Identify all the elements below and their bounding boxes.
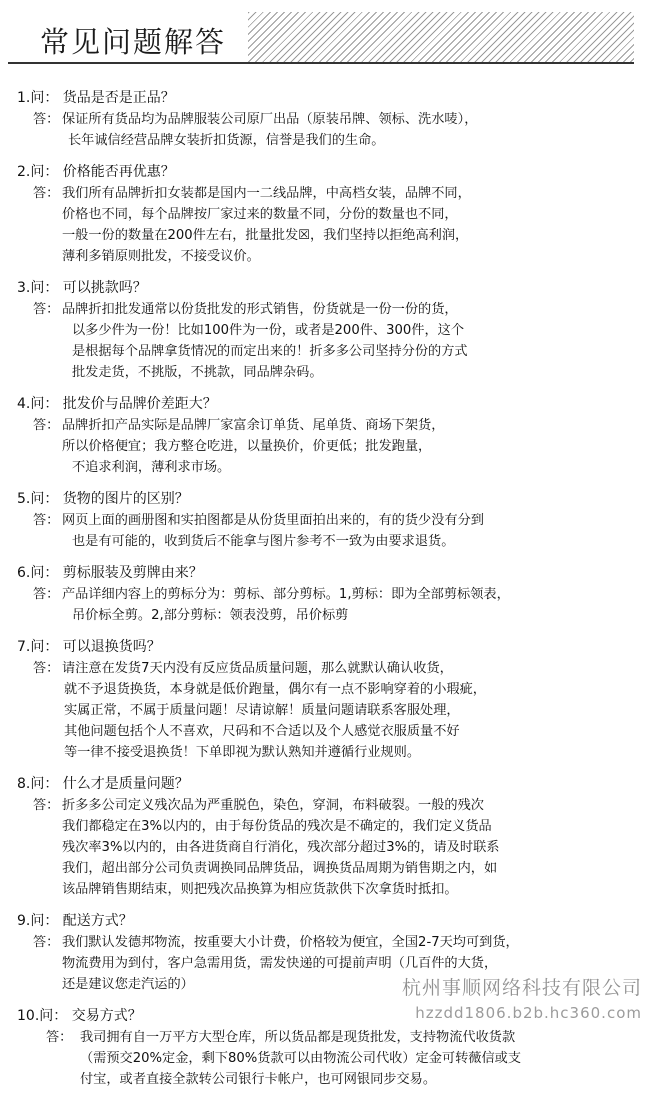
- company-watermark: 杭州事顺网络科技有限公司: [401, 977, 642, 999]
- answer-line: 残次率3%以内的，由各进货商自行消化，残次部分超过3%的，请及时联系: [62, 840, 500, 855]
- answer-label: 答：: [33, 587, 60, 602]
- answer-line: 也是有可能的，收到货后不能拿与图片参考不一致为由要求退货。: [72, 534, 455, 549]
- faq-answer: [0, 795, 650, 900]
- answer-line: 等一律不接受退换货！下单即视为默认熟知并遵循行业规则。: [64, 745, 421, 760]
- faq-item: [0, 88, 650, 151]
- answer-line: 薄利多销原则批发，不接受议价。: [62, 249, 260, 264]
- faq-answer: [0, 109, 650, 151]
- answer-label: 答：: [46, 1030, 73, 1045]
- answer-label: 答：: [33, 302, 60, 317]
- answer-line: 付宝，或者直接全款转公司银行卡帐户，也可网银同步交易。: [80, 1072, 437, 1087]
- answer-line: 折多多公司定义残次品为严重脱色，染色，穿洞，布料破裂。一般的残次: [62, 798, 484, 813]
- answer-line: 不追求利润，薄利求市场。: [72, 460, 231, 475]
- answer-line: 是根据每个品牌拿货情况的而定出来的！折多多公司坚持分份的方式: [72, 344, 468, 359]
- answer-line: 所以价格便宜；我方整仓吃进，以量换价，价更低；批发跑量，: [62, 439, 432, 454]
- answer-line: 长年诚信经营品牌女装折扣货源，信誉是我们的生命。: [68, 133, 385, 148]
- faq-list: [0, 88, 650, 1101]
- answer-line: 以多少件为一份！比如100件为一份，或者是200件、300件，这个: [72, 323, 465, 338]
- answer-line: 保证所有货品均为品牌服装公司原厂出品（原装吊牌、领标、洗水唛），: [62, 112, 478, 127]
- faq-question: 4.问： 批发价与品牌价差距大？: [17, 396, 217, 412]
- title-box: [8, 12, 248, 64]
- faq-answer: [0, 510, 650, 552]
- faq-item: [0, 637, 650, 763]
- faq-question: 6.问： 剪标服装及剪牌由来？: [17, 565, 203, 581]
- faq-answer: [0, 584, 650, 626]
- faq-answer: [0, 183, 650, 267]
- answer-line: 我们所有品牌折扣女装都是国内一二线品牌，中高档女装，品牌不同，: [62, 186, 471, 201]
- answer-label: 答：: [33, 513, 60, 528]
- answer-line: 我们，超出部分公司负责调换同品牌货品，调换货品周期为销售期之内，如: [62, 861, 498, 876]
- answer-line: 我司拥有自一万平方大型仓库，所以货品都是现货批发，支持物流代收货款: [80, 1030, 516, 1045]
- faq-item: [0, 162, 650, 267]
- answer-line: 其他问题包括个人不喜欢，尺码和不合适以及个人感觉衣服质量不好: [64, 724, 460, 739]
- answer-line: 物流费用为到付，客户急需用货，需发快递的可提前声明（几百件的大货，: [62, 956, 498, 971]
- answer-line: 产品详细内容上的剪标分为：剪标、部分剪标。1,剪标：即为全部剪标领表，: [62, 587, 510, 602]
- answer-line: 品牌折扣产品实际是品牌厂家富余订单货、尾单货、商场下架货，: [62, 418, 445, 433]
- answer-line: 实属正常，不属于质量问题！尽请谅解！质量问题请联系客服处理，: [64, 703, 460, 718]
- faq-question: 10.问： 交易方式？: [17, 1008, 142, 1024]
- answer-label: 答：: [33, 661, 60, 676]
- faq-item: [0, 774, 650, 900]
- answer-line: 就不予退货换货，本身就是低价跑量，偶尔有一点不影响穿着的小瑕疵，: [64, 682, 486, 697]
- answer-line: 我们默认发德邦物流，按重要大小计费，价格较为便宜，全国2-7天均可到货，: [62, 935, 519, 950]
- answer-line: 批发走货，不挑版，不挑款，同品牌杂码。: [72, 365, 323, 380]
- answer-label: 答：: [33, 935, 60, 950]
- faq-answer: [0, 1027, 650, 1090]
- title-banner: [8, 12, 634, 64]
- faq-question: 9.问： 配送方式？: [17, 913, 133, 929]
- answer-label: 答：: [33, 112, 60, 127]
- faq-answer: [0, 658, 650, 763]
- faq-question: 7.问： 可以退换货吗？: [17, 639, 161, 655]
- faq-question: 5.问： 货物的图片的区别？: [17, 491, 189, 507]
- answer-line: （需预交20%定金，剩下80%货款可以由物流公司代收）定金可转薇信或支: [80, 1051, 522, 1066]
- answer-line: 还是建议您走汽运的）: [62, 977, 194, 992]
- faq-question: 2.问： 价格能否再优惠？: [17, 164, 175, 180]
- faq-question: 8.问： 什么才是质量问题？: [17, 776, 189, 792]
- answer-label: 答：: [33, 418, 60, 433]
- answer-line: 网页上面的画册图和实拍图都是从份货里面拍出来的，有的货少没有分到: [62, 513, 484, 528]
- faq-question: 1.问： 货品是否是正品？: [17, 90, 175, 106]
- answer-line: 吊价标全剪。2,部分剪标：领表没剪，吊价标剪: [72, 608, 349, 623]
- answer-line: 该品牌销售期结束，则把残次品换算为相应货款供下次拿货时抵扣。: [62, 882, 458, 897]
- answer-line: 品牌折扣批发通常以份货批发的形式销售，份货就是一份一份的货，: [62, 302, 458, 317]
- faq-item: [0, 394, 650, 478]
- answer-label: 答：: [33, 186, 60, 201]
- title-underline: [8, 62, 634, 64]
- url-watermark: hzzdd1806.b2b.hc360.com: [415, 1004, 642, 1022]
- answer-label: 答：: [33, 798, 60, 813]
- faq-answer: [0, 299, 650, 383]
- answer-line: 我们都稳定在3%以内的，由于每份货品的残次是不确定的，我们定义货品: [62, 819, 492, 834]
- faq-item: [0, 563, 650, 626]
- faq-question: 3.问： 可以挑款吗？: [17, 280, 147, 296]
- faq-answer: [0, 415, 650, 478]
- answer-line: 价格也不同，每个品牌按厂家过来的数量不同，分份的数量也不同，: [62, 207, 458, 222]
- answer-line: 请注意在发货7天内没有反应货品质量问题，那么就默认确认收货，: [62, 661, 453, 676]
- faq-item: [0, 278, 650, 383]
- faq-item: [0, 489, 650, 552]
- page-title: 常见问题解答: [40, 25, 227, 59]
- answer-line: 一般一份的数量在200件左右，批量批发☒，我们坚持以拒绝高利润，: [62, 228, 469, 243]
